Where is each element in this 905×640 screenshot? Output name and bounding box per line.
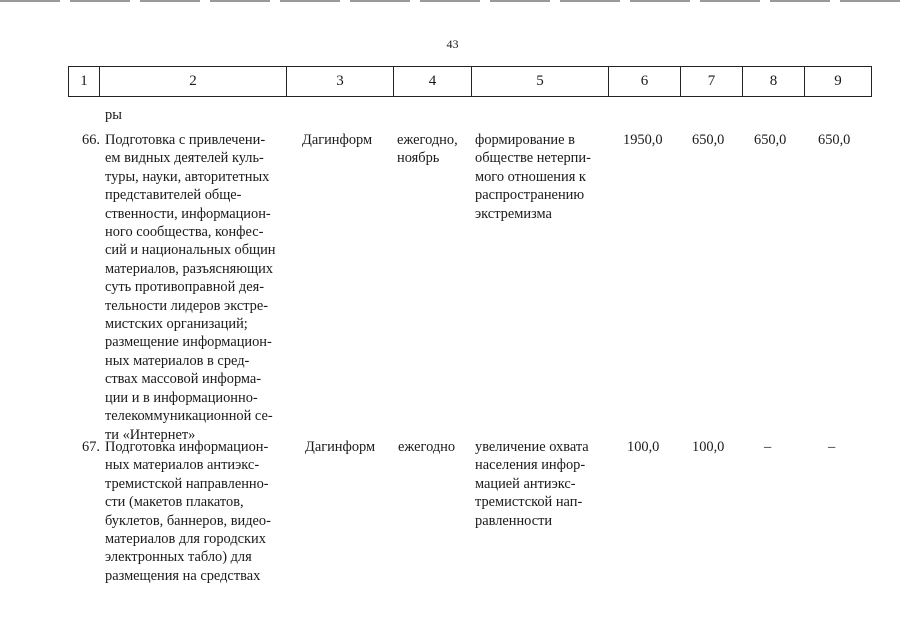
- header-cell-4: 4: [394, 67, 472, 97]
- executor: Дагинформ: [305, 439, 376, 455]
- measure-description: Подготовка с привлечени- ем видных деятелей куль- туры, науки, авторитетных представителей обще- ственности, информацион- ного сообщества, конфес- сий и национальных общин материалов, разъясняющих суть противоправной дея- тельности лидеров экстре- мистских организаций; размещение информацион- ных материалов в сред- ствах массовой информа- ции и в информационно- телекоммуникационной се- ти «Интернет»: [105, 132, 276, 443]
- header-cell-3: 3: [287, 67, 394, 97]
- header-cell-6: 6: [609, 67, 681, 97]
- funding-year-2: 650,0: [754, 132, 787, 148]
- period: ежегодно: [398, 439, 456, 455]
- continued-text: ры: [105, 107, 122, 123]
- row-number: 67.: [82, 439, 100, 455]
- header-cell-7: 7: [681, 67, 743, 97]
- header-cell-9: 9: [805, 67, 872, 97]
- page-number: 43: [446, 37, 459, 51]
- measure-description: Подготовка информацион- ных материалов антиэкс- тремистской направленно- сти (макетов плакатов, буклетов, баннеров, видео- материалов для городских электронных табло) для размещения на средствах: [105, 439, 271, 584]
- header-cell-1: 1: [69, 67, 100, 97]
- header-cell-5: 5: [472, 67, 609, 97]
- period: ежегодно, ноябрь: [397, 132, 458, 167]
- funding-total: 1950,0: [623, 132, 663, 148]
- funding-total: 100,0: [627, 439, 660, 455]
- expected-result: увеличение охвата населения инфор- мацией антиэкс- тремистской нап- равленности: [475, 439, 589, 529]
- expected-result: формирование в обществе нетерпи- мого отношения к распространению экстремизма: [475, 132, 591, 222]
- header-cell-2: 2: [100, 67, 287, 97]
- row-number: 66.: [82, 132, 100, 148]
- executor: Дагинформ: [302, 132, 373, 148]
- funding-year-1: 650,0: [692, 132, 725, 148]
- header-row: [69, 67, 872, 97]
- column-number-header: [68, 66, 872, 97]
- funding-year-3: 650,0: [818, 132, 851, 148]
- funding-year-1: 100,0: [692, 439, 725, 455]
- funding-year-3: –: [828, 439, 836, 455]
- header-cell-8: 8: [743, 67, 805, 97]
- funding-year-2: –: [764, 439, 772, 455]
- scan-top-border: [0, 0, 905, 2]
